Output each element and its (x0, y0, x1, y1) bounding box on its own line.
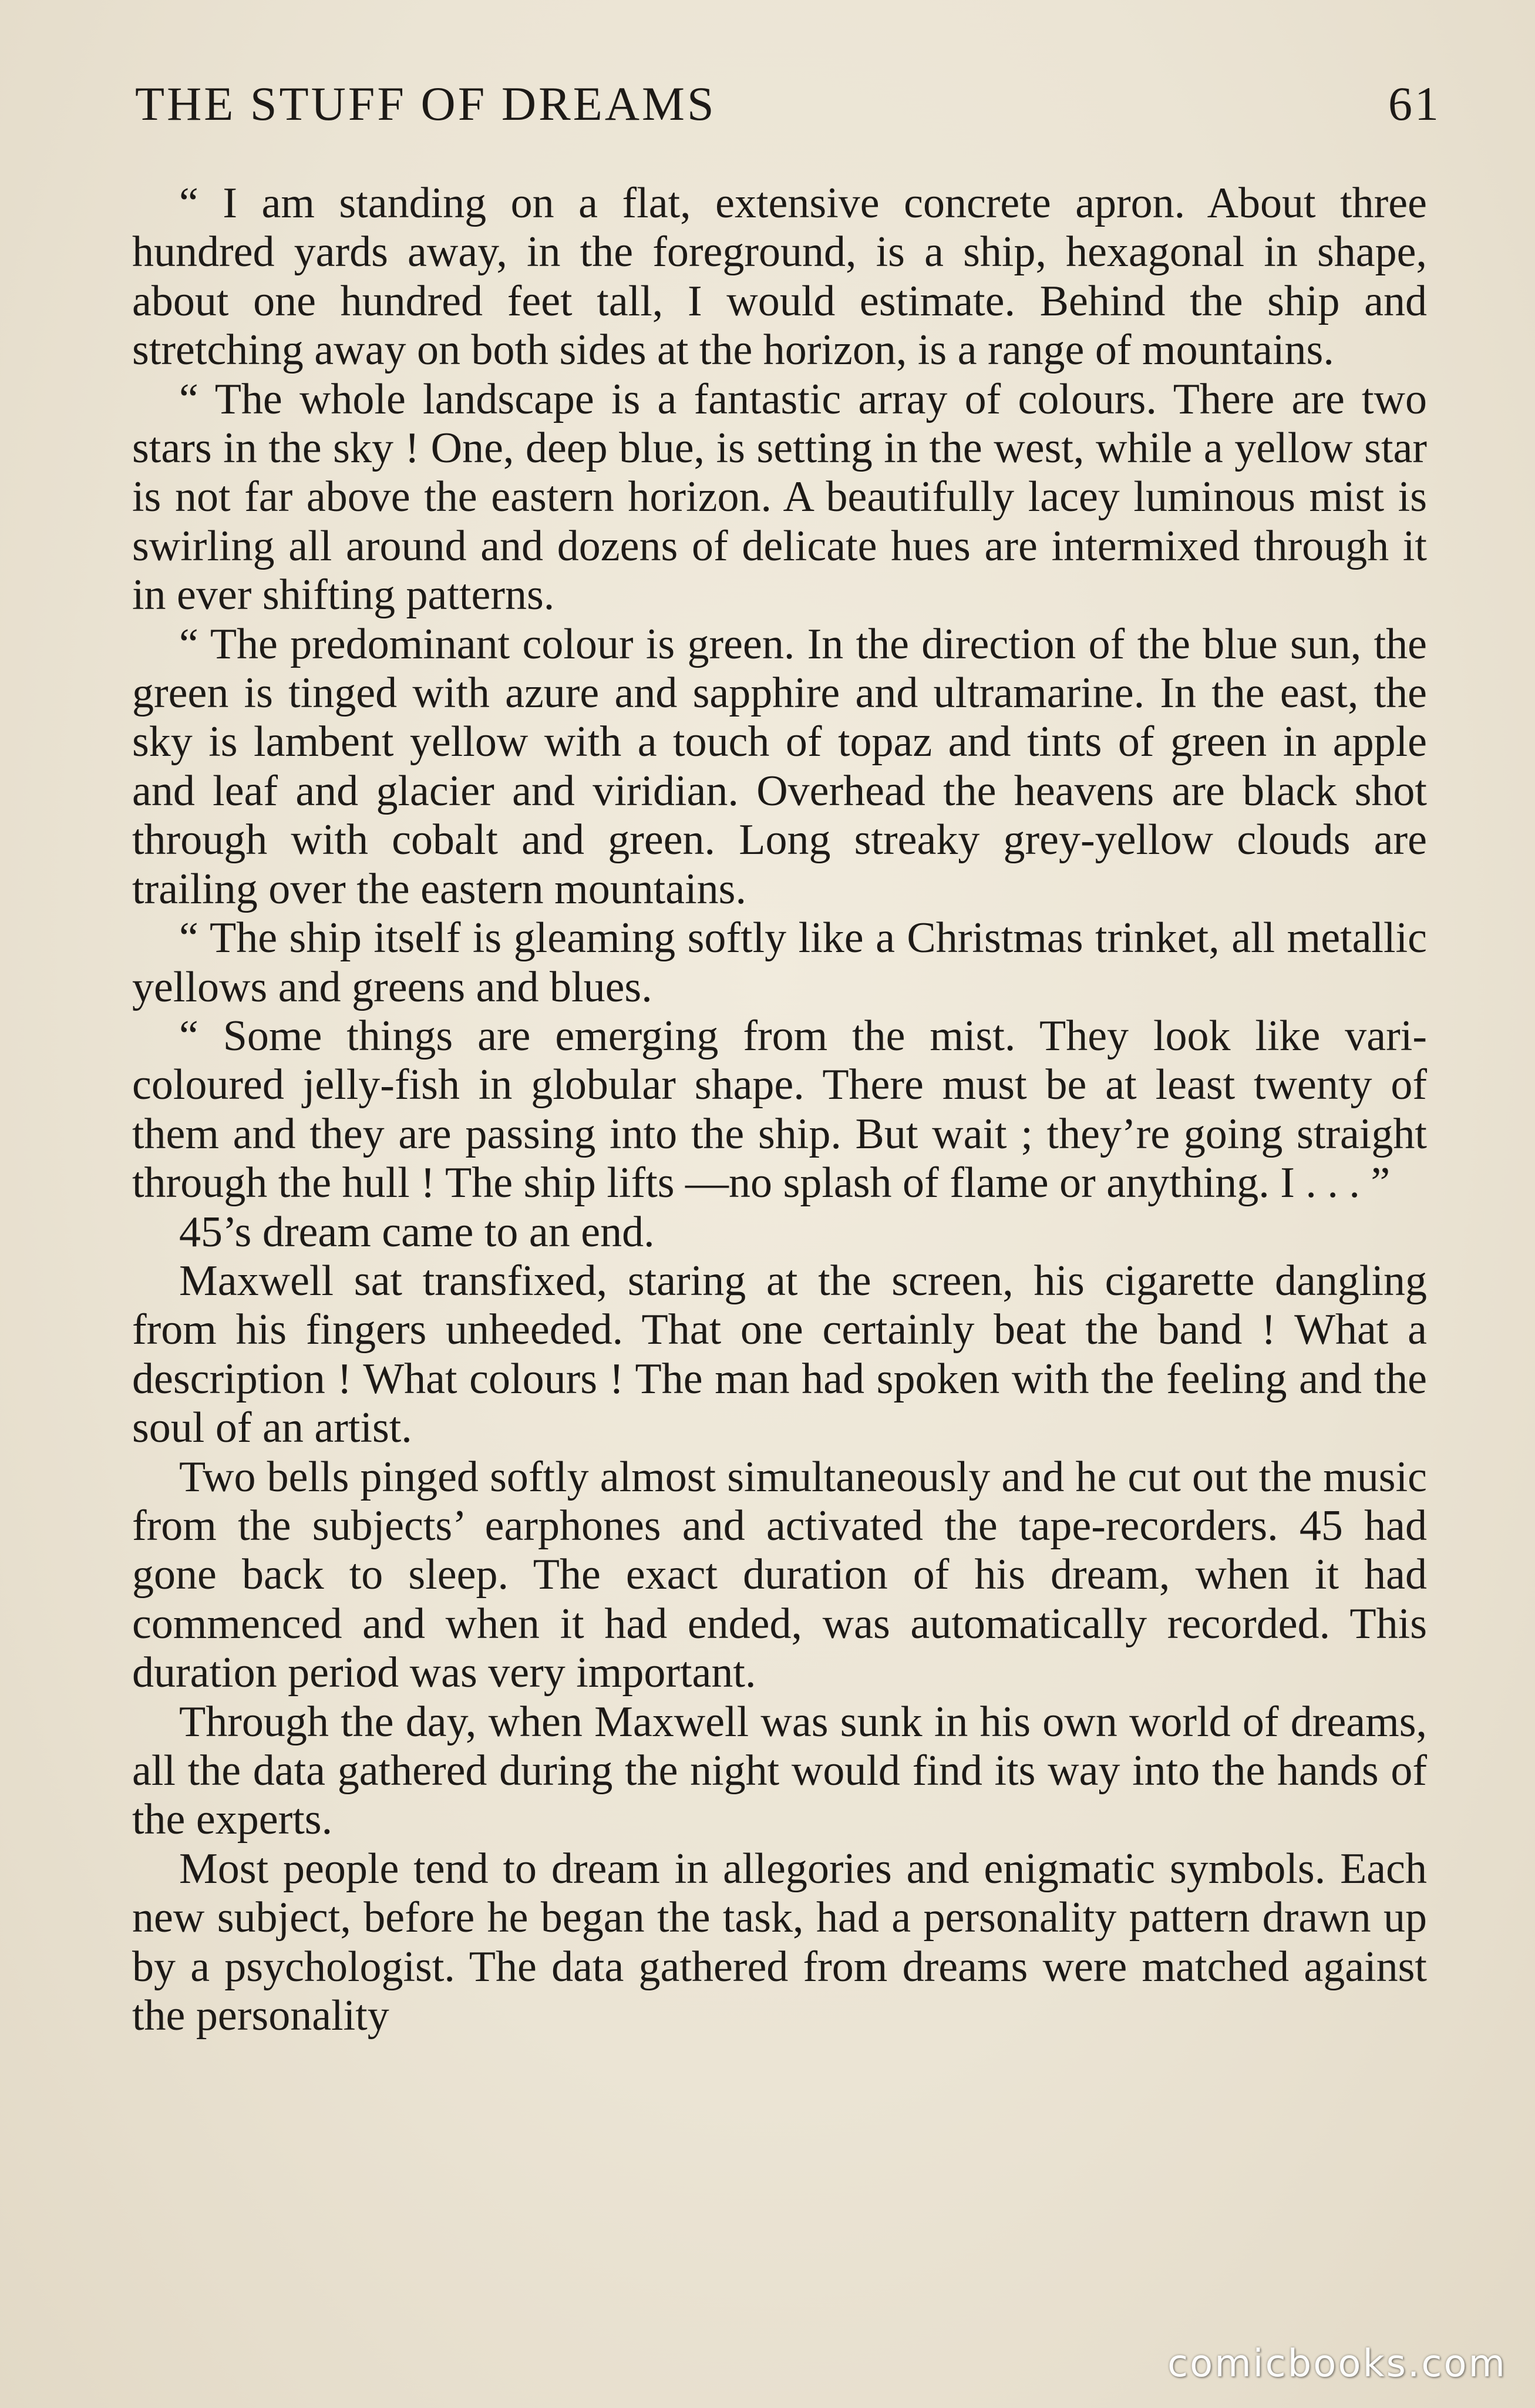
paragraph: “ The predominant colour is green. In the direction of the blue sun, the green is tinged with azure and sapphire and ultramarine. In the east, the sky is lambent yellow with a touch of topaz and tints of green in apple and leaf and glacier and viridian. Overhead the heavens are black shot through with cobalt and green. Long streaky grey-yellow clouds are trailing over the eastern mountains. (132, 620, 1427, 913)
paragraph: “ Some things are emerging from the mist. They look like vari-coloured jelly-fish in globular shape. There must be at least twenty of them and they are passing into the ship. But wait ; they’re going straight through the hull ! The ship lifts —no splash of flame or anything. I . . . ” (132, 1011, 1427, 1208)
paragraph: “ The whole landscape is a fantastic array of colours. There are two stars in the sky ! One, deep blue, is setting in the west, while a yellow star is not far above the eastern horizon. A beautifully lacey luminous mist is swirling all around and dozens of delicate hues are intermixed through it in ever shifting patterns. (132, 375, 1427, 620)
paragraph: Two bells pinged softly almost simultaneously and he cut out the music from the subjects’ earphones and activated the tape-recorders. 45 had gone back to sleep. The exact duration of his dream, when it had commenced and when it had ended, was automatically recorded. This duration period was very important. (132, 1452, 1427, 1697)
paragraph: 45’s dream came to an end. (179, 1208, 655, 1256)
running-title: THE STUFF OF DREAMS (135, 77, 716, 130)
page-header (135, 76, 1441, 153)
paragraph: “ I am standing on a flat, extensive concrete apron. About three hundred yards away, in the foreground, is a ship, hexagonal in shape, about one hundred feet tall, I would estimate. Behind the ship and stretching away on both sides at the horizon, is a range of mountains. (132, 179, 1427, 375)
watermark: comicbooks.com (1167, 2342, 1507, 2386)
body-text (132, 179, 1427, 2040)
paragraph: Maxwell sat transfixed, staring at the screen, his cigarette dangling from his fingers unheeded. That one certainly beat the band ! What a description ! What colours ! The man had spoken with the feeling and the soul of an artist. (132, 1256, 1427, 1452)
paragraph: Most people tend to dream in allegories and enigmatic symbols. Each new subject, before he began the task, had a personality pattern drawn up by a psychologist. The data gathered from dreams were matched against the personality (132, 1844, 1427, 2040)
page-number: 61 (1388, 77, 1441, 130)
paragraph: Through the day, when Maxwell was sunk in his own world of dreams, all the data gathered during the night would find its way into the hands of the experts. (132, 1697, 1427, 1844)
paragraph: “ The ship itself is gleaming softly like a Christmas trinket, all metallic yellows and greens and blues. (132, 914, 1427, 1011)
